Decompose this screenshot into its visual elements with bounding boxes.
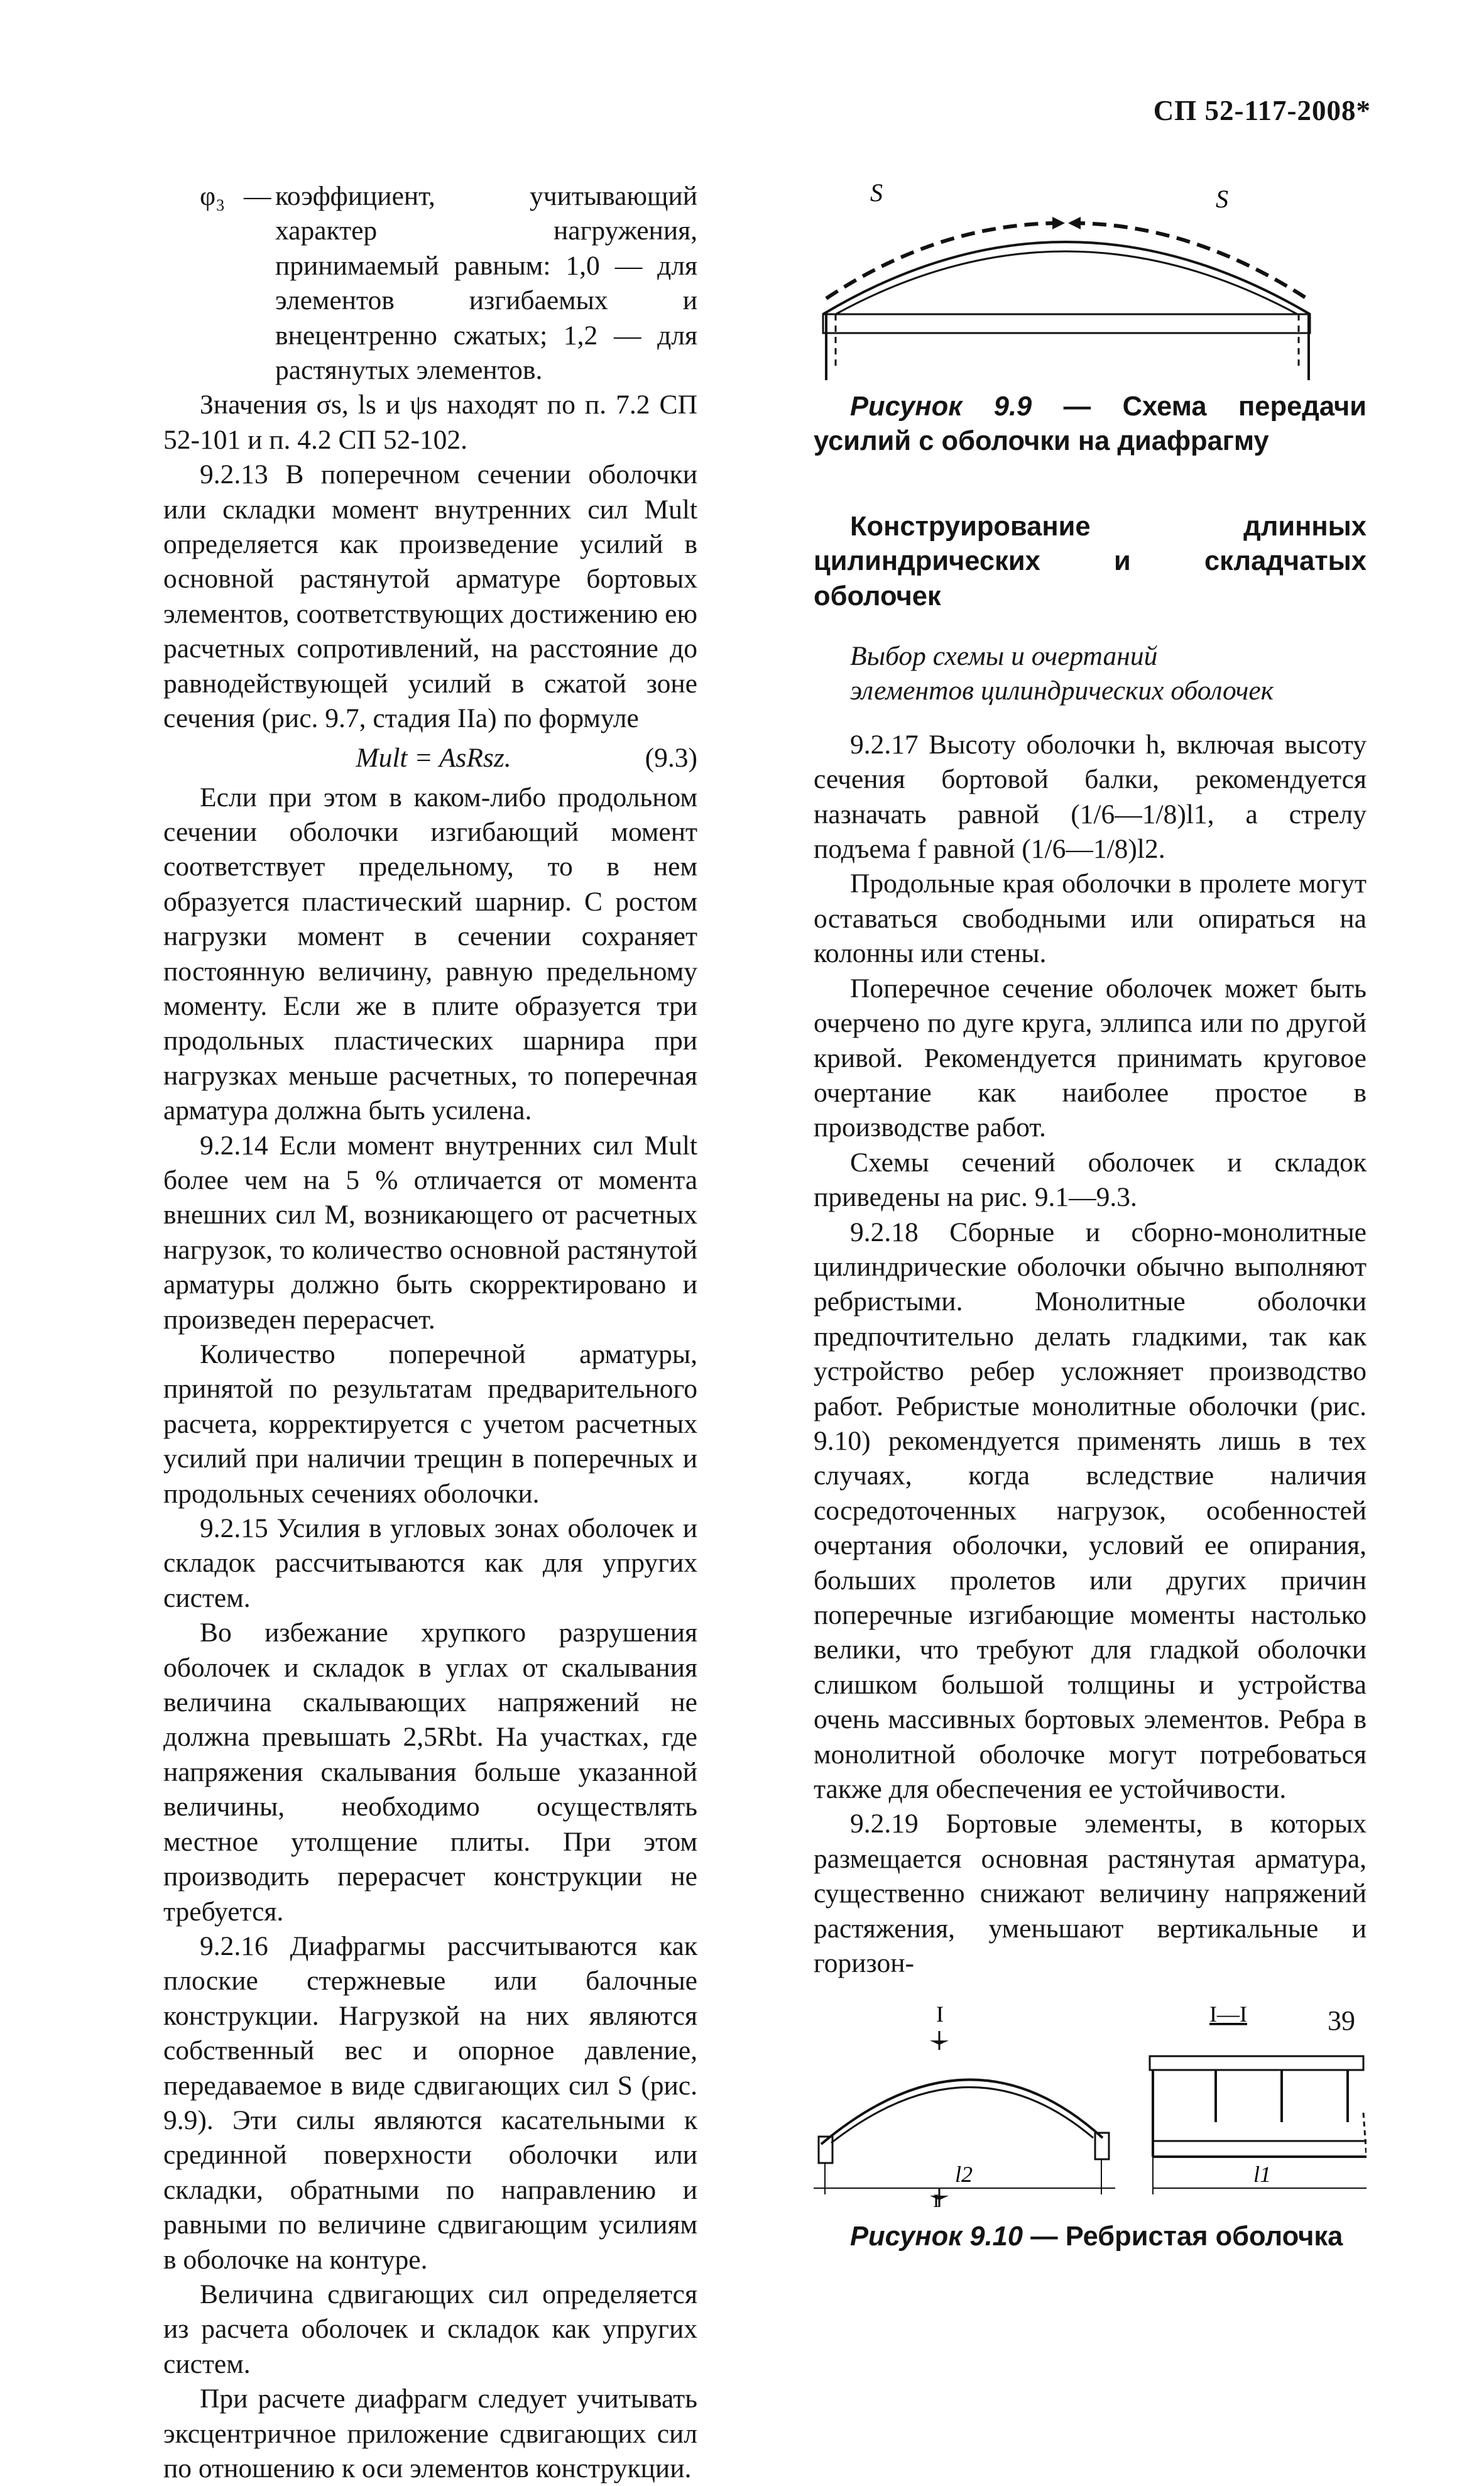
paragraph-9-2-15: 9.2.15 Усилия в угловых зонах оболочек и складок рассчитываются как для упругих систем. [163,1513,697,1613]
formula-number: (9.3) [645,742,697,773]
figure-9-10-arch-inner [831,2088,1093,2144]
paragraph-plastic-hinge: Если при этом в каком-либо продольном сечении оболочки изгибающий момент соответствует предельному, то в нем образуется пластический шарнир. С ростом нагрузки момент в сечении сохраняет постоянную величину, равную предельному моменту. Если же в плите образуется три продольных пластических шарнира при нагрузках меньше расчетных, то поперечная арматура должна быть усилена. [163,782,697,1126]
figure-9-9-label-s-right: S [1216,185,1228,213]
figure-9-10-caption-text: — Ребристая оболочка [1023,2221,1343,2252]
page-number: 39 [1328,2005,1355,2036]
figure-9-9-caption-label: Рисунок 9.9 [850,392,1032,422]
definition-text: коэффициент, учитывающий характер нагружения, принимаемый равным: 1,0 — для элементов изгибаемых и внецентренно сжатых; 1,2 — для растянутых элементов. [275,181,697,386]
figure-9-9-shell-inner [836,251,1297,314]
paragraph-shear-forces: Величина сдвигающих сил определяется из расчета оболочек и складок как упругих систем. [163,2279,697,2379]
paragraph-schemes: Схемы сечений оболочек и складок приведены на рис. 9.1—9.3. [814,1147,1367,1213]
figure-9-10-arch-outer [821,2080,1103,2145]
figure-9-10-label-l1: l1 [1253,2162,1272,2188]
paragraph-cross-section: Поперечное сечение оболочек может быть очерчено по дуге круга, эллипса или по другой кривой. Рекомендуется принимать круговое очертание как наиболее простое в производстве работ. [814,973,1367,1143]
paragraph-9-2-19: 9.2.19 Бортовые элементы, в которых размещается основная растянутая арматура, существенно снижают величину напряжений растяжения, уменьшают вертикальные и горизон- [814,1809,1367,1979]
figure-9-10-label-i-bottom: I [933,2191,939,2208]
figure-9-9-arrowhead-right [1068,217,1081,229]
figure-9-10-caption-label: Рисунок 9.10 [850,2221,1023,2252]
figure-9-9-label-s-left: S [870,179,883,207]
figure-9-10-diagram [814,2000,1367,2207]
document-code: СП 52-117-2008* [1153,95,1371,126]
paragraph-transverse-reinforcement: Количество поперечной арматуры, принятой по результатам предварительного расчета, корректируется с учетом расчетных усилий при наличии трещин в поперечных и продольных сечениях оболочки. [163,1339,697,1509]
figure-9-10-caption [814,2220,1367,2254]
figure-9-10-label-i-top: I [936,2001,944,2027]
figure-9-9-caption [814,390,1367,459]
values-note: Значения σs, ls и ψs находят по п. 7.2 СП 52-101 и п. 4.2 СП 52-102. [163,390,697,455]
paragraph-brittle-failure: Во избежание хрупкого разрушения оболочек и складок в углах от скалывания величина скалывающих напряжений не должна превышать 2,5Rbt. На участках, где напряжения скалывания больше указанной величины, необходимо осуществлять местное утолщение плиты. При этом производить перерасчет конструкции не требуется. [163,1618,697,1927]
formula-9-3 [163,736,697,780]
paragraph-diaphragm-eccentricity: При расчете диафрагм следует учитывать эксцентричное приложение сдвигающих сил по отношению к оси элементов конструкции. [163,2384,697,2483]
figure-9-10-label-l2: l2 [955,2162,973,2188]
left-column [163,179,697,2486]
paragraph-9-2-13: 9.2.13 В поперечном сечении оболочки или складки момент внутренних сил Mult определяется как произведение усилий в основной растянутой арматуре бортовых элементов, соответствующих достижению ею расчетных сопротивлений, на расстояние до равнодействующей усилий в сжатой зоне сечения (рис. 9.7, стадия IIа) по формуле [163,459,697,734]
section-heading: Конструирование длинных цилиндрических и складчатых оболочек [814,511,1367,611]
definition-phi3 [163,179,697,388]
paragraph-9-2-16: 9.2.16 Диафрагмы рассчитываются как плоские стержневые или балочные конструкции. Нагрузкой на них являются собственный вес и опорное давление, передаваемое в виде сдвигающих сил S (рис. 9.9). Эти силы являются касательными к срединной поверхности оболочки или складки, обратными по направлению и равными по величине сдвигающим усилиям в оболочке на контуре. [163,1930,697,2275]
figure-9-9-diaphragm-tie [823,314,1310,333]
paragraph-9-2-17: 9.2.17 Высоту оболочки h, включая высоту сечения бортовой балки, рекомендуется назначать равной (1/6—1/8)l1, а стрелу подъема f равной (1/6—1/8)l2. [814,729,1367,865]
definition-symbol: φ₃ [200,181,226,211]
figure-9-9-arrowhead-left [1052,217,1065,229]
paragraph-longitudinal-edges: Продольные края оболочки в пролете могут оставаться свободными или опираться на колонны или стены. [814,868,1367,969]
formula-expression: Mult = AsRsz. [356,742,511,773]
figure-9-9-shell-outer [823,242,1310,314]
paragraph-9-2-14: 9.2.14 Если момент внутренних сил Mult более чем на 5 % отличается от момента внешних сил M, возникающего от расчетных нагрузок, то количество основной растянутой арматуры должно быть скорректировано и произведен перерасчет. [163,1130,697,1335]
figure-9-10-section-label: I—I [1209,2001,1247,2027]
right-column [814,179,1367,2255]
definition-dash: — [244,181,271,211]
sub-heading-line-1: Выбор схемы и очертаний [850,641,1158,672]
sub-heading-line-2: элементов цилиндрических оболочек [850,676,1274,706]
figure-9-10-cut-arrow-top [930,2040,949,2045]
figure-9-9-diagram [814,179,1367,386]
figure-9-10-slab [1150,2056,1363,2070]
paragraph-9-2-18: 9.2.18 Сборные и сборно-монолитные цилиндрические оболочки обычно выполняют ребристыми. Монолитные оболочки предпочтительно делать гладкими, так как устройство ребер усложняет производство работ. Ребристые монолитные оболочки (рис. 9.10) рекомендуется применять лишь в тех случаях, когда вследствие наличия сосредоточенных нагрузок, особенностей очертания оболочки, условий ее опирания, больших пролетов или других причин поперечные изгибающие моменты настолько велики, что требуют для гладкой оболочки слишком большой толщины и устройства очень массивных бортовых элементов. Ребра в монолитной оболочке могут потребоваться также для обеспечения ее устойчивости. [814,1217,1367,1805]
figure-9-9-caption-text: — Схема передачи усилий с оболочки на диафрагму [814,392,1367,457]
figure-9-10-break-line [1363,2113,1367,2157]
